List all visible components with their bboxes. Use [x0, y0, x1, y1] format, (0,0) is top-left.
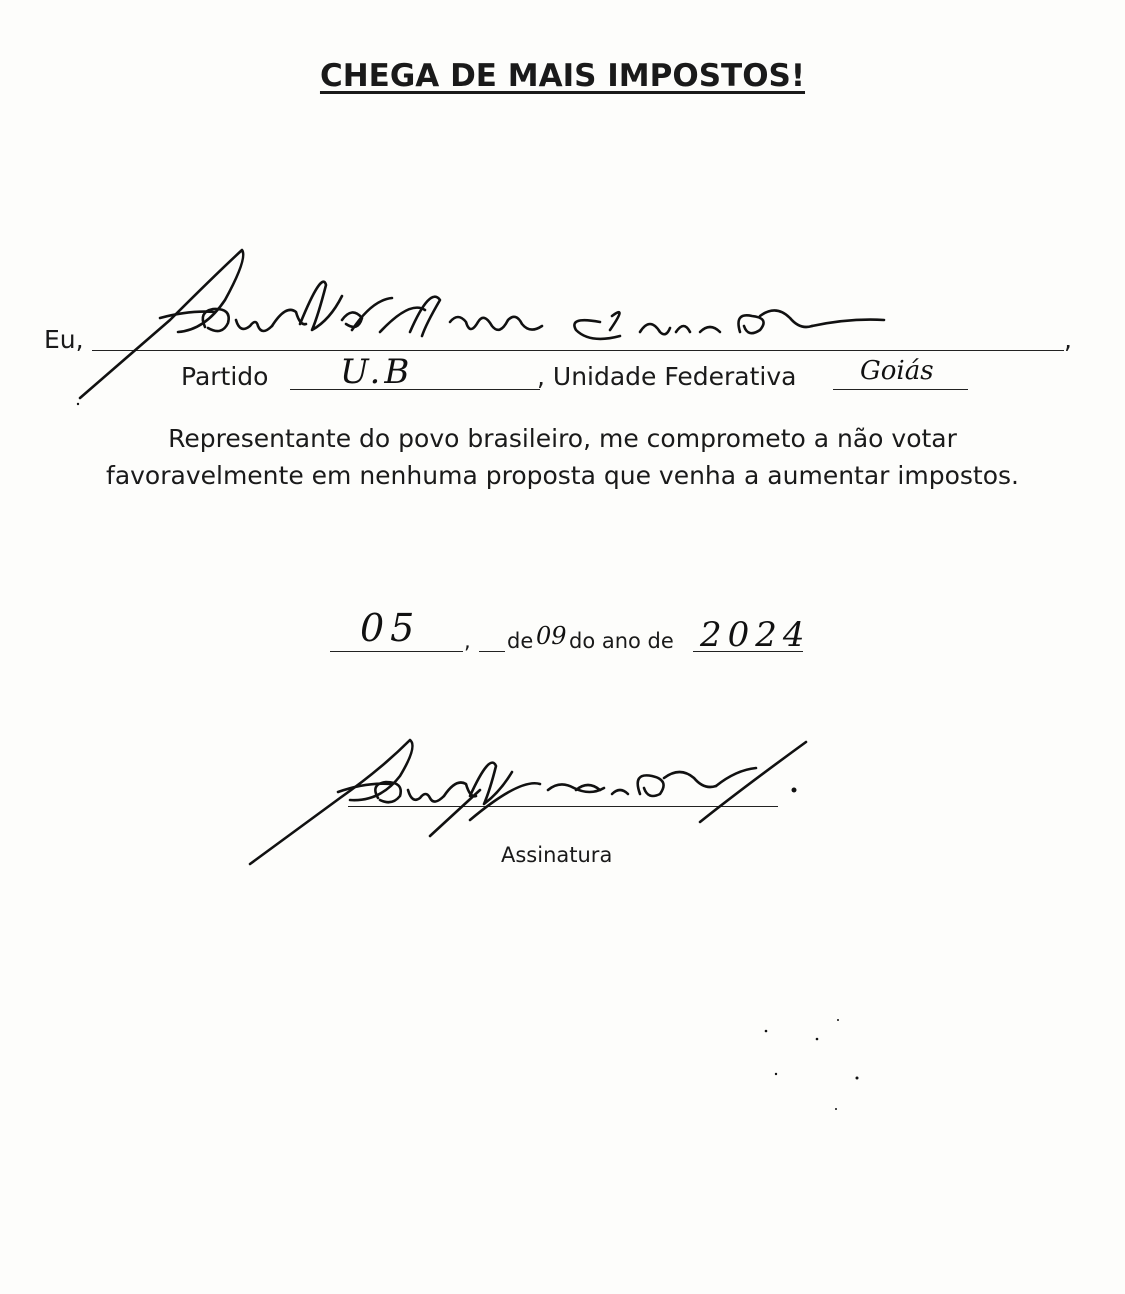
handwritten-party: U.B: [340, 352, 414, 392]
handwritten-bottom-signature: [250, 740, 806, 864]
statement-line-1: Representante do povo brasileiro, me comprometo a não votar: [168, 424, 957, 453]
date-comma: ,: [464, 629, 471, 653]
eu-label: Eu,: [44, 325, 84, 354]
ano-label: do ano de: [569, 629, 674, 653]
handwritten-month: 09: [536, 622, 567, 650]
handwritten-year: 2024: [700, 615, 811, 655]
handwritten-state: Goiás: [860, 356, 934, 386]
ink-specks: [77, 403, 859, 1110]
statement-line-2: favoravelmente em nenhuma proposta que venha a aumentar impostos.: [106, 461, 1019, 490]
uf-label: , Unidade Federativa: [537, 362, 797, 391]
partido-label: Partido: [181, 362, 269, 391]
signature-label: Assinatura: [501, 843, 613, 867]
page-title: CHEGA DE MAIS IMPOSTOS!: [319, 58, 806, 94]
de-label: de: [507, 629, 534, 653]
handwritten-name-signature: [80, 250, 884, 398]
handwritten-day: 05: [360, 606, 421, 650]
name-line-comma: ,: [1064, 325, 1072, 354]
